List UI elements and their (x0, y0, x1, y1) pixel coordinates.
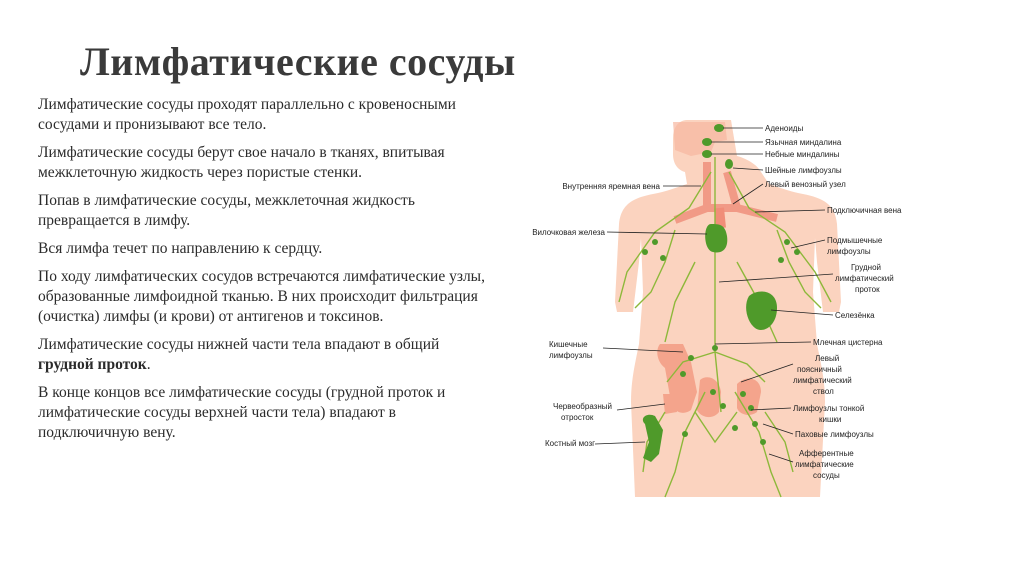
svg-text:Язычная миндалина (765, 138, 842, 147)
thymus (705, 224, 727, 252)
label-bone-marrow: Костный мозг (545, 439, 596, 448)
label-afferent-vessels-3: сосуды (813, 471, 840, 480)
label-lumbar-trunk-1: Левый (815, 354, 840, 363)
lymphatic-system-diagram (515, 112, 935, 512)
svg-text:Шейные лимфоузлы (765, 166, 842, 175)
label-cisterna-chyli: Млечная цистерна (813, 338, 883, 347)
paragraph-2: Лимфатические сосуды берут свое начало в тканях, впитывая межклеточную жидкость через пористые стенки. (38, 144, 445, 181)
label-intestinal-nodes-2: лимфоузлы (549, 351, 593, 360)
svg-text:Костный мозг (545, 439, 595, 448)
svg-text:Подключичная вена (827, 206, 902, 215)
appendix-organ (663, 394, 677, 414)
paragraph-1: Лимфатические сосуды проходят параллельно с кровеносными сосудами и пронизывают все тело. (38, 96, 456, 133)
paragraph-5: По ходу лимфатических сосудов встречаются лимфатические узлы, образованные лимфоидной тканью. В них происходит фильтрация (очистка) лимфы (и крови) от антигенов и токсинов. (38, 268, 485, 325)
label-afferent-vessels-2: лимфатические (795, 460, 854, 469)
label-subclavian-vein: Подключичная вена (827, 206, 902, 215)
svg-text:Левый венозный узел (765, 180, 846, 189)
label-lumbar-trunk-2: поясничный (797, 365, 842, 374)
label-thymus: Вилочковая железа (532, 228, 605, 237)
label-thoracic-duct-1: Грудной (851, 263, 881, 272)
label-lumbar-trunk-3: лимфатический (793, 376, 852, 385)
label-internal-jugular: Внутренняя яремная вена (562, 182, 660, 191)
paragraph-3: Попав в лимфатические сосуды, межклеточная жидкость превращается в лимфу. (38, 192, 415, 229)
label-inguinal-nodes: Паховые лимфоузлы (795, 430, 874, 439)
thoracic-duct-term: грудной проток (38, 356, 147, 373)
svg-text:Аденоиды (765, 124, 803, 133)
svg-text:Внутренняя яремная вена (562, 182, 660, 191)
slide-title: Лимфатические сосуды (80, 39, 516, 84)
svg-text:Небные миндалины (765, 150, 840, 159)
label-small-intestine-nodes-1: Лимфоузлы тонкой (793, 404, 865, 413)
label-axillary-nodes-1: Подмышечные (827, 236, 883, 245)
label-intestinal-nodes-1: Кишечные (549, 340, 588, 349)
label-small-intestine-nodes-2: кишки (819, 415, 842, 424)
label-appendix-2: отросток (561, 413, 594, 422)
label-lumbar-trunk-4: ствол (813, 387, 834, 396)
label-appendix-1: Червеобразный (553, 402, 612, 411)
label-afferent-vessels-1: Афферентные (799, 449, 854, 458)
label-thoracic-duct-2: лимфатический (835, 274, 894, 283)
label-spleen: Селезёнка (835, 311, 875, 320)
svg-text:Червеобразныйотросток (553, 402, 612, 422)
label-axillary-nodes-2: лимфоузлы (827, 247, 871, 256)
label-left-venous-angle: Левый венозный узел (765, 180, 846, 189)
label-lingual-tonsil: Язычная миндалина (765, 138, 842, 147)
small-intestine-left (697, 377, 721, 417)
paragraph-7: В конце концов все лимфатические сосуды (грудной проток и лимфатические сосуды верхней части тела) впадают в подключичную вену. (38, 384, 446, 441)
svg-text:Груднойлимфатическийпроток (835, 263, 894, 294)
svg-text:Млечная цистерна (813, 338, 883, 347)
label-cervical-nodes: Шейные лимфоузлы (765, 166, 842, 175)
paragraph-6 (38, 335, 488, 375)
text-column (38, 95, 488, 451)
body-illustration (515, 112, 935, 512)
label-palatine-tonsils: Небные миндалины (765, 150, 840, 159)
svg-text:Вилочковая железа (532, 228, 605, 237)
label-adenoids: Аденоиды (765, 124, 804, 133)
paragraph-6-start: Лимфатические сосуды нижней части тела впадают в общий (38, 336, 440, 353)
svg-text:Паховые лимфоузлы (795, 430, 874, 439)
svg-text:Селезёнка (835, 311, 875, 320)
paragraph-6-end: . (146, 356, 151, 373)
label-thoracic-duct-3: проток (855, 285, 880, 294)
paragraph-4: Вся лимфа течет по направлению к сердцу. (38, 240, 323, 257)
svg-text:Кишечныелимфоузлы (549, 340, 593, 360)
